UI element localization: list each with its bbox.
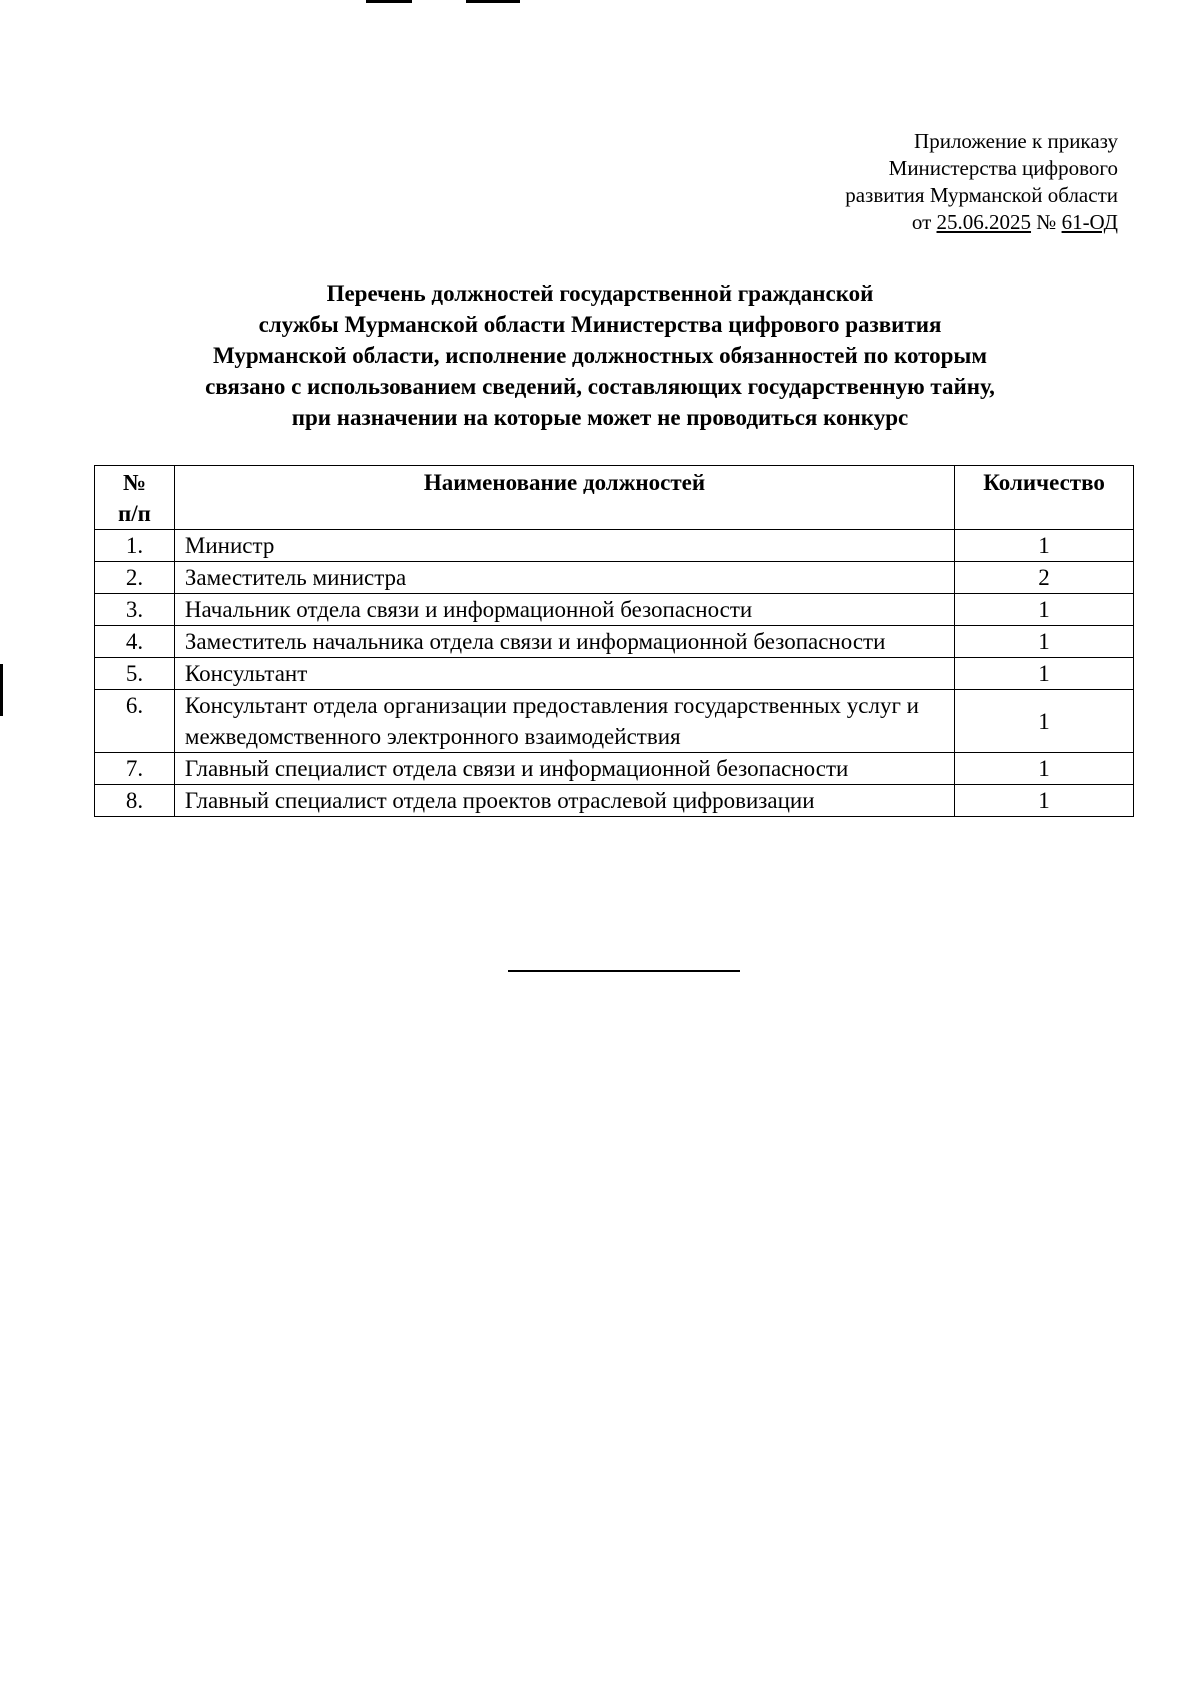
title-line-4: связано с использованием сведений, составляющих государственную тайну, xyxy=(205,374,995,399)
row-number: 2. xyxy=(95,562,175,594)
table-header-row xyxy=(95,466,1134,530)
table-row xyxy=(95,658,1134,690)
row-position-name: Министр xyxy=(174,530,954,562)
document-title xyxy=(90,278,1110,433)
scan-margin-mark xyxy=(0,664,3,716)
table-row xyxy=(95,530,1134,562)
row-position-name: Заместитель начальника отдела связи и информационной безопасности xyxy=(174,626,954,658)
row-position-name: Консультант отдела организации предоставления государственных услуг и межведомственного электронного взаимодействия xyxy=(174,690,954,753)
title-line-1: Перечень должностей государственной гражданской xyxy=(326,281,874,306)
row-number: 5. xyxy=(95,658,175,690)
row-number: 4. xyxy=(95,626,175,658)
row-position-name: Заместитель министра xyxy=(174,562,954,594)
row-quantity: 1 xyxy=(955,690,1134,753)
annex-line-2: Министерства цифрового xyxy=(888,156,1118,180)
row-number: 8. xyxy=(95,785,175,817)
row-number: 3. xyxy=(95,594,175,626)
row-quantity: 1 xyxy=(955,626,1134,658)
annex-date: 25.06.2025 xyxy=(936,210,1032,234)
annex-line-1: Приложение к приказу xyxy=(914,129,1118,153)
annex-number: 61-ОД xyxy=(1061,210,1118,234)
row-number: 1. xyxy=(95,530,175,562)
table-row xyxy=(95,785,1134,817)
table-row xyxy=(95,626,1134,658)
title-line-2: службы Мурманской области Министерства цифрового развития xyxy=(258,312,942,337)
closing-rule xyxy=(508,970,740,972)
positions-table xyxy=(94,465,1134,817)
row-position-name: Главный специалист отдела связи и информационной безопасности xyxy=(174,753,954,785)
title-line-5: при назначении на которые может не проводиться конкурс xyxy=(291,405,909,430)
header-quantity: Количество xyxy=(955,466,1134,530)
table-row xyxy=(95,753,1134,785)
row-number: 6. xyxy=(95,690,175,753)
title-line-3: Мурманской области, исполнение должностных обязанностей по которым xyxy=(212,343,988,368)
header-number-sign: № xyxy=(122,470,147,495)
top-scan-mark-left xyxy=(366,0,412,3)
top-scan-mark-right xyxy=(466,0,520,3)
row-quantity: 1 xyxy=(955,594,1134,626)
table-row xyxy=(95,594,1134,626)
row-quantity: 1 xyxy=(955,658,1134,690)
row-position-name: Начальник отдела связи и информационной безопасности xyxy=(174,594,954,626)
table-row xyxy=(95,690,1134,753)
row-quantity: 1 xyxy=(955,530,1134,562)
row-quantity: 1 xyxy=(955,785,1134,817)
annex-line-3: развития Мурманской области xyxy=(845,183,1118,207)
header-number xyxy=(95,466,175,530)
header-number-abbr: п/п xyxy=(118,501,151,526)
row-position-name: Главный специалист отдела проектов отраслевой цифровизации xyxy=(174,785,954,817)
annex-number-sign: № xyxy=(1036,210,1057,234)
row-position-name: Консультант xyxy=(174,658,954,690)
row-quantity: 2 xyxy=(955,562,1134,594)
row-number: 7. xyxy=(95,753,175,785)
annex-date-prefix: от xyxy=(911,210,932,234)
annex-block xyxy=(845,128,1118,236)
row-quantity: 1 xyxy=(955,753,1134,785)
header-position-name: Наименование должностей xyxy=(174,466,954,530)
table-row xyxy=(95,562,1134,594)
annex-line-4 xyxy=(845,209,1118,236)
